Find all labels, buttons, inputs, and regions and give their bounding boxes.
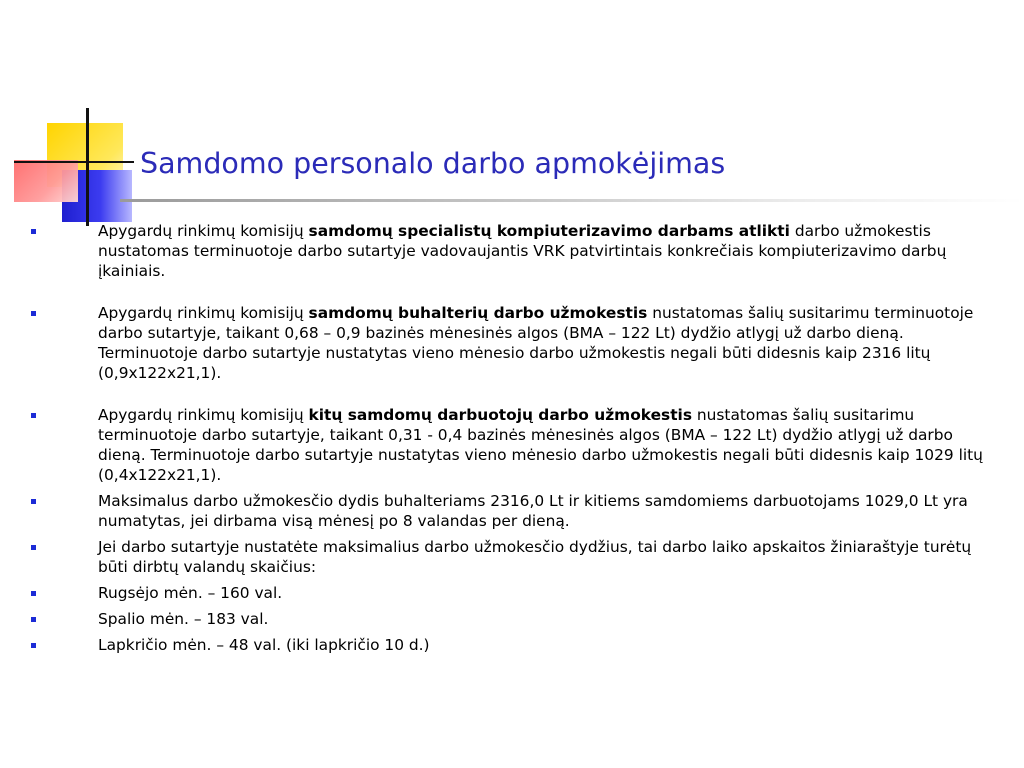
item-text-pre: Apygardų rinkimų komisijų xyxy=(98,406,309,424)
item-text-bold: samdomų specialistų kompiuterizavimo darbams atlikti xyxy=(308,222,790,240)
list-item-other-employees xyxy=(98,405,990,485)
decorative-logo-icon xyxy=(0,0,140,240)
item-text-pre: Apygardų rinkimų komisijų xyxy=(98,304,309,322)
item-text-post: darbo užmokestis nustatomas terminuotoje darbo sutartyje vadovaujantis VRK patvirtintais konkrečiais kompiuterizavimo darbų įkainiais. xyxy=(98,222,947,280)
list-item-accountants xyxy=(98,303,990,383)
bullet-icon xyxy=(31,643,36,648)
item-text-bold: kitų samdomų darbuotojų darbo užmokestis xyxy=(308,406,692,424)
list-item-october xyxy=(98,609,990,629)
bullet-icon xyxy=(31,311,36,316)
bullet-icon xyxy=(31,591,36,596)
logo-horizontal-line xyxy=(14,161,134,163)
item-text: Jei darbo sutartyje nustatėte maksimalius darbo užmokesčio dydžius, tai darbo laiko apskaitos žiniaraštyje turėtų būti dirbtų valandų skaičius: xyxy=(98,538,972,576)
item-text: Rugsėjo mėn. – 160 val. xyxy=(98,584,283,602)
slide-title: Samdomo personalo darbo apmokėjimas xyxy=(140,147,726,180)
list-item-september xyxy=(98,583,990,603)
list-item-november xyxy=(98,635,990,655)
item-text-bold: samdomų buhalterių darbo užmokestis xyxy=(308,304,648,322)
item-text: Spalio mėn. – 183 val. xyxy=(98,610,269,628)
logo-vertical-line xyxy=(86,108,89,226)
logo-red-square xyxy=(14,160,78,202)
bullet-icon xyxy=(31,229,36,234)
bullet-icon xyxy=(31,413,36,418)
item-text-post: nustatomas šalių susitarimu terminuotoje darbo sutartyje, taikant 0,68 – 0,9 bazinės mėnesinės algos (BMA – 122 Lt) dydžio atlygį už darbo dieną. Terminuotoje darbo sutartyje nustatytas vieno mėnesio darbo užmokestis negali būti didesnis kaip 2316 litų (0,9x122x21,1). xyxy=(98,304,974,382)
list-item-specialists xyxy=(98,221,990,281)
bullet-icon xyxy=(31,617,36,622)
bullet-icon xyxy=(31,545,36,550)
list-item-timesheet xyxy=(98,537,990,577)
item-text-post: nustatomas šalių susitarimu terminuotoje darbo sutartyje, taikant 0,31 - 0,4 bazinės mėnesinės algos (BMA – 122 Lt) dydžio atlygį už darbo dieną. Terminuotoje darbo sutartyje nustatytas vieno mėnesio darbo užmokestis negali būti didesnis kaip 1029 litų (0,4x122x21,1). xyxy=(98,406,983,484)
bullet-list xyxy=(98,221,990,661)
bullet-icon xyxy=(31,499,36,504)
title-underline xyxy=(120,199,1024,202)
item-text-pre: Apygardų rinkimų komisijų xyxy=(98,222,309,240)
item-text: Lapkričio mėn. – 48 val. (iki lapkričio 10 d.) xyxy=(98,636,430,654)
item-text: Maksimalus darbo užmokesčio dydis buhalteriams 2316,0 Lt ir kitiems samdomiems darbuotojams 1029,0 Lt yra numatytas, jei dirbama visą mėnesį po 8 valandas per dieną. xyxy=(98,492,968,530)
list-item-max-salary xyxy=(98,491,990,531)
